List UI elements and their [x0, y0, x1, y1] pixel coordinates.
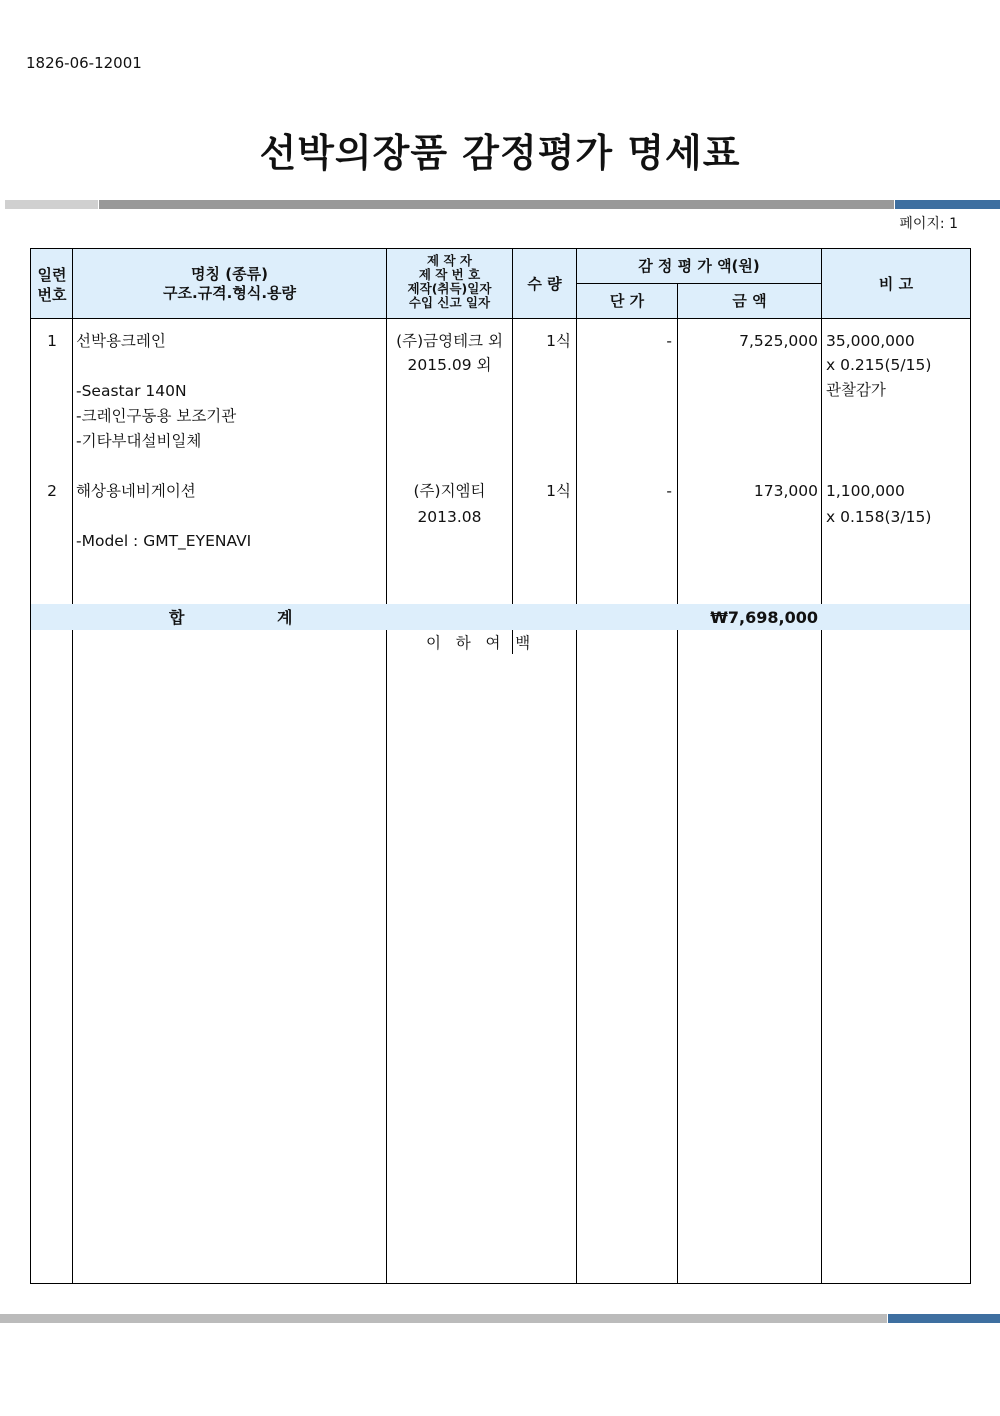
row2-seq: 2 — [47, 482, 57, 500]
row2-unit-price: - — [666, 482, 672, 500]
top-bar-gray — [99, 200, 894, 209]
total-label-left: 합 — [169, 608, 185, 627]
appraisal-table — [30, 248, 971, 1284]
appraisal-sub-line — [577, 283, 822, 284]
row1-remark: 관찰감가 — [826, 381, 886, 399]
header-appraisal: 감 정 평 가 액(원) — [638, 257, 760, 275]
header-seq: 일련 번호 — [37, 266, 67, 304]
col-divider — [386, 630, 387, 1284]
page-label: 페이지: — [899, 216, 945, 232]
col-divider — [677, 630, 678, 1284]
header-qty: 수 량 — [527, 275, 562, 293]
row2-maker: (주)지엠티 — [413, 482, 486, 500]
col-divider — [821, 630, 822, 1284]
col-divider — [821, 249, 822, 604]
header-amount: 금 액 — [732, 292, 767, 310]
total-amount: ₩7,698,000 — [710, 608, 818, 627]
page-indicator — [899, 213, 958, 233]
col-divider — [512, 249, 513, 604]
row1-seq: 1 — [47, 332, 57, 350]
header-maker-line4: 수입 신고 일자 — [408, 295, 491, 310]
header-name-line2: 구조.규격.형식.용량 — [162, 284, 296, 302]
row1-unit-price: - — [666, 332, 672, 350]
page-title: 선박의장품 감정평가 명세표 — [259, 131, 741, 175]
bottom-bar-blue — [888, 1314, 1000, 1323]
row1-spec: -기타부대설비일체 — [76, 432, 202, 450]
header-maker-line3: 제작(취득)일자 — [407, 281, 492, 296]
document-number: 1826-06-12001 — [26, 54, 142, 72]
header-remark: 비 고 — [878, 275, 914, 293]
header-maker-line2: 제 작 번 호 — [418, 267, 481, 282]
page-number: 1 — [949, 216, 958, 232]
bottom-bar-light — [0, 1314, 887, 1323]
row1-name: 선박용크레인 — [76, 332, 166, 350]
header-bottom-line — [31, 318, 970, 319]
col-divider — [72, 249, 73, 604]
col-divider — [72, 630, 73, 1284]
col-divider — [576, 630, 577, 1284]
row1-spec: -크레인구동용 보조기관 — [76, 407, 237, 425]
blank-note: 이 하 여 백 — [426, 634, 531, 652]
row2-spec: -Model : GMT_EYENAVI — [76, 532, 252, 550]
row1-amount: 7,525,000 — [739, 332, 818, 350]
top-bar-blue — [895, 200, 1000, 209]
row2-qty: 1식 — [546, 482, 571, 500]
top-bar-light — [5, 200, 98, 209]
row1-remark: 35,000,000 — [826, 332, 915, 350]
row2-amount: 173,000 — [753, 482, 818, 500]
row2-date: 2013.08 — [417, 508, 482, 526]
row1-spec: -Seastar 140N — [76, 382, 187, 400]
total-label-right: 계 — [277, 608, 293, 627]
header-maker-line1: 제 작 자 — [427, 253, 472, 268]
row1-maker: (주)금영테크 외 — [396, 332, 503, 350]
row1-qty: 1식 — [546, 332, 571, 350]
row2-remark: x 0.158(3/15) — [826, 508, 932, 526]
row2-name: 해상용네비게이션 — [76, 482, 196, 500]
header-unit-price: 단 가 — [609, 292, 645, 310]
row1-date: 2015.09 외 — [407, 356, 492, 374]
header-name-line1: 명칭 (종류) — [191, 265, 268, 283]
row2-remark: 1,100,000 — [826, 482, 905, 500]
row1-remark: x 0.215(5/15) — [826, 356, 932, 374]
